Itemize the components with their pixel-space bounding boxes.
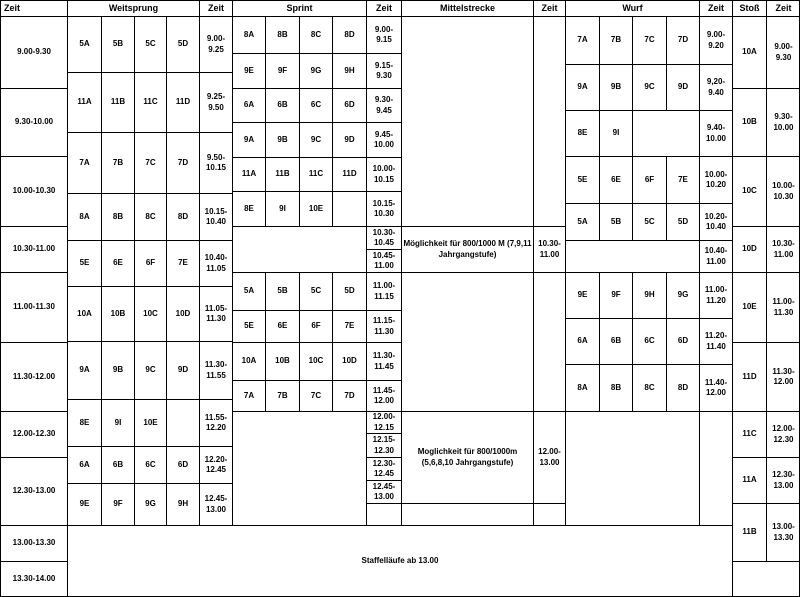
class-cell: 8C bbox=[299, 16, 332, 53]
time-cell: 10.15-10.30 bbox=[366, 191, 401, 226]
time-cell: 13.00-13.30 bbox=[0, 525, 67, 561]
time-cell: 12.30-12.45 bbox=[366, 457, 401, 480]
time-cell: 11.30-12.00 bbox=[0, 342, 67, 411]
mittelstrecke-note: Moglichkeit für 800/1000m (5,6,8,10 Jahrgangstufe) bbox=[401, 411, 533, 503]
class-cell: 10A bbox=[67, 286, 101, 341]
class-cell: 9A bbox=[67, 341, 101, 399]
zeit-header: Zeit bbox=[533, 0, 565, 16]
class-cell: 5A bbox=[232, 272, 265, 310]
class-cell: 10E bbox=[732, 272, 766, 342]
class-cell: 7E bbox=[666, 156, 699, 203]
empty-cell bbox=[401, 16, 533, 226]
class-cell: 9I bbox=[101, 399, 134, 446]
time-cell: 10.30-11.00 bbox=[0, 226, 67, 272]
class-cell: 5D bbox=[332, 272, 366, 310]
class-cell: 5D bbox=[166, 16, 199, 72]
class-cell: 8A bbox=[232, 16, 265, 53]
class-cell: 5B bbox=[599, 203, 632, 240]
class-cell: 7A bbox=[565, 16, 599, 64]
class-cell: 9D bbox=[666, 64, 699, 110]
time-cell: 10.40-11.05 bbox=[199, 240, 232, 286]
time-cell: 12.00-12.30 bbox=[0, 411, 67, 457]
class-cell: 10D bbox=[332, 342, 366, 380]
zeit-header: Zeit bbox=[199, 0, 232, 16]
class-cell: 7D bbox=[166, 132, 199, 193]
class-cell: 8B bbox=[265, 16, 299, 53]
class-cell: 8D bbox=[666, 364, 699, 411]
class-cell: 7E bbox=[166, 240, 199, 286]
class-cell: 9F bbox=[101, 483, 134, 525]
class-cell: 6D bbox=[666, 318, 699, 364]
time-cell: 9.45-10.00 bbox=[366, 122, 401, 157]
zeit-header: Zeit bbox=[766, 0, 800, 16]
class-cell: 5B bbox=[265, 272, 299, 310]
time-cell: 12.00-12.15 bbox=[366, 411, 401, 433]
class-cell: 5D bbox=[666, 203, 699, 240]
class-cell: 8C bbox=[134, 193, 166, 240]
class-cell: 7A bbox=[67, 132, 101, 193]
class-cell: 10C bbox=[732, 156, 766, 226]
class-cell: 7C bbox=[632, 16, 666, 64]
class-cell: 9I bbox=[599, 110, 632, 156]
class-cell bbox=[166, 399, 199, 446]
class-cell: 5C bbox=[632, 203, 666, 240]
time-cell: 9.30-9.45 bbox=[366, 88, 401, 122]
class-cell: 9C bbox=[632, 64, 666, 110]
empty-cell bbox=[565, 240, 699, 272]
class-cell: 8E bbox=[565, 110, 599, 156]
time-cell: 10.00-10.15 bbox=[366, 157, 401, 191]
class-cell: 7D bbox=[332, 380, 366, 411]
time-cell: 9.00-9.30 bbox=[0, 16, 67, 88]
time-cell: 9.40-10.00 bbox=[699, 110, 732, 156]
empty-cell bbox=[533, 16, 565, 226]
class-cell: 6C bbox=[134, 446, 166, 483]
class-cell: 7C bbox=[299, 380, 332, 411]
empty-cell bbox=[699, 411, 732, 525]
class-cell: 8D bbox=[166, 193, 199, 240]
time-cell: 11.05-11.30 bbox=[199, 286, 232, 341]
class-cell: 10A bbox=[732, 16, 766, 88]
class-cell: 7D bbox=[666, 16, 699, 64]
time-cell: 9.00-9.15 bbox=[366, 16, 401, 53]
time-cell: 13.00-13.30 bbox=[766, 503, 800, 561]
zeit-header: Zeit bbox=[366, 0, 401, 16]
class-cell: 6F bbox=[134, 240, 166, 286]
time-cell: 12.20-12.45 bbox=[199, 446, 232, 483]
time-cell: 10.00-10.30 bbox=[0, 156, 67, 226]
class-cell: 9H bbox=[632, 272, 666, 318]
empty-cell bbox=[401, 503, 533, 525]
time-cell: 11.15-11.30 bbox=[366, 310, 401, 342]
class-cell: 6C bbox=[299, 88, 332, 122]
mittelstrecke-header: Mittelstrecke bbox=[401, 0, 533, 16]
weitsprung-header: Weitsprung bbox=[67, 0, 199, 16]
class-cell: 7B bbox=[101, 132, 134, 193]
class-cell: 9D bbox=[332, 122, 366, 157]
time-cell: 11.00-11.30 bbox=[766, 272, 800, 342]
class-cell: 6E bbox=[101, 240, 134, 286]
class-cell: 9A bbox=[565, 64, 599, 110]
class-cell: 10B bbox=[732, 88, 766, 156]
empty-cell bbox=[401, 272, 533, 411]
class-cell: 5A bbox=[67, 16, 101, 72]
class-cell: 11D bbox=[332, 157, 366, 191]
class-cell: 10E bbox=[299, 191, 332, 226]
stoss-header: Stoß bbox=[732, 0, 766, 16]
time-cell: 12.00-12.30 bbox=[766, 411, 800, 457]
class-cell: 9F bbox=[265, 53, 299, 88]
mittelstrecke-note: Möglichkeit für 800/1000 M (7,9,11 Jahrgangstufe) bbox=[401, 226, 533, 272]
class-cell: 9C bbox=[134, 341, 166, 399]
time-cell: 12.45-13.00 bbox=[199, 483, 232, 525]
class-cell: 6A bbox=[232, 88, 265, 122]
class-cell: 8A bbox=[67, 193, 101, 240]
class-cell: 5B bbox=[101, 16, 134, 72]
time-cell: 9.30-10.00 bbox=[766, 88, 800, 156]
class-cell: 10D bbox=[732, 226, 766, 272]
class-cell: 9B bbox=[599, 64, 632, 110]
time-cell: 9.00-9.25 bbox=[199, 16, 232, 72]
class-cell: 10A bbox=[232, 342, 265, 380]
class-cell: 11B bbox=[265, 157, 299, 191]
class-cell: 10C bbox=[134, 286, 166, 341]
empty-cell bbox=[533, 272, 565, 411]
time-cell: 11.55-12.20 bbox=[199, 399, 232, 446]
time-cell: 11.45-12.00 bbox=[366, 380, 401, 411]
class-cell: 6A bbox=[67, 446, 101, 483]
class-cell: 8B bbox=[101, 193, 134, 240]
class-cell: 5A bbox=[565, 203, 599, 240]
class-cell: 11A bbox=[232, 157, 265, 191]
class-cell: 9G bbox=[134, 483, 166, 525]
class-cell: 8E bbox=[67, 399, 101, 446]
class-cell: 11D bbox=[732, 342, 766, 411]
class-cell: 5C bbox=[299, 272, 332, 310]
time-cell: 10.15-10.40 bbox=[199, 193, 232, 240]
class-cell: 8E bbox=[232, 191, 265, 226]
class-cell: 9D bbox=[166, 341, 199, 399]
class-cell: 6D bbox=[332, 88, 366, 122]
empty-cell bbox=[632, 110, 699, 156]
class-cell bbox=[332, 191, 366, 226]
class-cell: 8C bbox=[632, 364, 666, 411]
empty-cell bbox=[232, 226, 366, 272]
class-cell: 6B bbox=[265, 88, 299, 122]
class-cell: 10C bbox=[299, 342, 332, 380]
class-cell: 9H bbox=[332, 53, 366, 88]
empty-cell bbox=[232, 411, 366, 525]
class-cell: 6F bbox=[299, 310, 332, 342]
time-cell: 12.30-13.00 bbox=[0, 457, 67, 525]
class-cell: 11A bbox=[732, 457, 766, 503]
time-cell: 11.30-11.45 bbox=[366, 342, 401, 380]
time-cell: 11.00-11.15 bbox=[366, 272, 401, 310]
class-cell: 7E bbox=[332, 310, 366, 342]
class-cell: 10E bbox=[134, 399, 166, 446]
time-cell: 11.30-11.55 bbox=[199, 341, 232, 399]
class-cell: 9C bbox=[299, 122, 332, 157]
time-cell: 10.00-10.30 bbox=[766, 156, 800, 226]
class-cell: 8B bbox=[599, 364, 632, 411]
sprint-header: Sprint bbox=[232, 0, 366, 16]
class-cell: 11A bbox=[67, 72, 101, 132]
empty-cell bbox=[533, 503, 565, 525]
class-cell: 9E bbox=[67, 483, 101, 525]
class-cell: 9E bbox=[565, 272, 599, 318]
time-cell: 10.30-11.00 bbox=[766, 226, 800, 272]
class-cell: 9G bbox=[299, 53, 332, 88]
time-cell: 11.00-11.20 bbox=[699, 272, 732, 318]
class-cell: 6A bbox=[565, 318, 599, 364]
class-cell: 5E bbox=[67, 240, 101, 286]
class-cell: 11D bbox=[166, 72, 199, 132]
time-cell: 10.00-10.20 bbox=[699, 156, 732, 203]
class-cell: 9H bbox=[166, 483, 199, 525]
class-cell: 7C bbox=[134, 132, 166, 193]
time-cell: 13.30-14.00 bbox=[0, 561, 67, 597]
class-cell: 11C bbox=[134, 72, 166, 132]
class-cell: 9E bbox=[232, 53, 265, 88]
class-cell: 11B bbox=[732, 503, 766, 561]
class-cell: 5C bbox=[134, 16, 166, 72]
class-cell: 8D bbox=[332, 16, 366, 53]
time-cell: 10.20-10.40 bbox=[699, 203, 732, 240]
class-cell: 6F bbox=[632, 156, 666, 203]
class-cell: 5E bbox=[232, 310, 265, 342]
zeit-header: Zeit bbox=[699, 0, 732, 16]
time-cell: 9,20-9.40 bbox=[699, 64, 732, 110]
staffel-note: Staffelläufe ab 13.00 bbox=[67, 525, 732, 597]
time-cell: 10.30-10.45 bbox=[366, 226, 401, 249]
time-cell: 11.00-11.30 bbox=[0, 272, 67, 342]
time-cell: 12.00-13.00 bbox=[533, 411, 565, 503]
class-cell: 8A bbox=[565, 364, 599, 411]
class-cell: 5E bbox=[565, 156, 599, 203]
class-cell: 6D bbox=[166, 446, 199, 483]
class-cell: 6B bbox=[101, 446, 134, 483]
time-cell: 12.45-13.00 bbox=[366, 480, 401, 503]
time-cell: 9.30-10.00 bbox=[0, 88, 67, 156]
time-cell: 10.45-11.00 bbox=[366, 249, 401, 272]
time-cell: 11.20-11.40 bbox=[699, 318, 732, 364]
class-cell: 9B bbox=[101, 341, 134, 399]
class-cell: 10B bbox=[101, 286, 134, 341]
class-cell: 6E bbox=[599, 156, 632, 203]
time-cell: 11.30-12.00 bbox=[766, 342, 800, 411]
time-cell: 9.15-9.30 bbox=[366, 53, 401, 88]
class-cell: 9I bbox=[265, 191, 299, 226]
time-cell: 12.15-12.30 bbox=[366, 433, 401, 457]
class-cell: 11C bbox=[732, 411, 766, 457]
class-cell: 6C bbox=[632, 318, 666, 364]
class-cell: 11C bbox=[299, 157, 332, 191]
class-cell: 6B bbox=[599, 318, 632, 364]
class-cell: 10B bbox=[265, 342, 299, 380]
class-cell: 6E bbox=[265, 310, 299, 342]
class-cell: 7A bbox=[232, 380, 265, 411]
time-cell: 9.00-9.30 bbox=[766, 16, 800, 88]
time-cell: 10.30-11.00 bbox=[533, 226, 565, 272]
empty-cell bbox=[732, 561, 800, 597]
zeit-header: Zeit bbox=[0, 0, 67, 16]
class-cell: 7B bbox=[599, 16, 632, 64]
class-cell: 11B bbox=[101, 72, 134, 132]
class-cell: 9A bbox=[232, 122, 265, 157]
time-cell: 10.40-11.00 bbox=[699, 240, 732, 272]
wurf-header: Wurf bbox=[565, 0, 699, 16]
time-cell: 9.25-9.50 bbox=[199, 72, 232, 132]
class-cell: 10D bbox=[166, 286, 199, 341]
class-cell: 9B bbox=[265, 122, 299, 157]
class-cell: 9F bbox=[599, 272, 632, 318]
empty-cell bbox=[565, 411, 699, 525]
time-cell: 9.00-9.20 bbox=[699, 16, 732, 64]
time-cell: 11.40-12.00 bbox=[699, 364, 732, 411]
class-cell: 7B bbox=[265, 380, 299, 411]
empty-cell bbox=[366, 503, 401, 525]
time-cell: 9.50-10.15 bbox=[199, 132, 232, 193]
time-cell: 12.30-13.00 bbox=[766, 457, 800, 503]
class-cell: 9G bbox=[666, 272, 699, 318]
